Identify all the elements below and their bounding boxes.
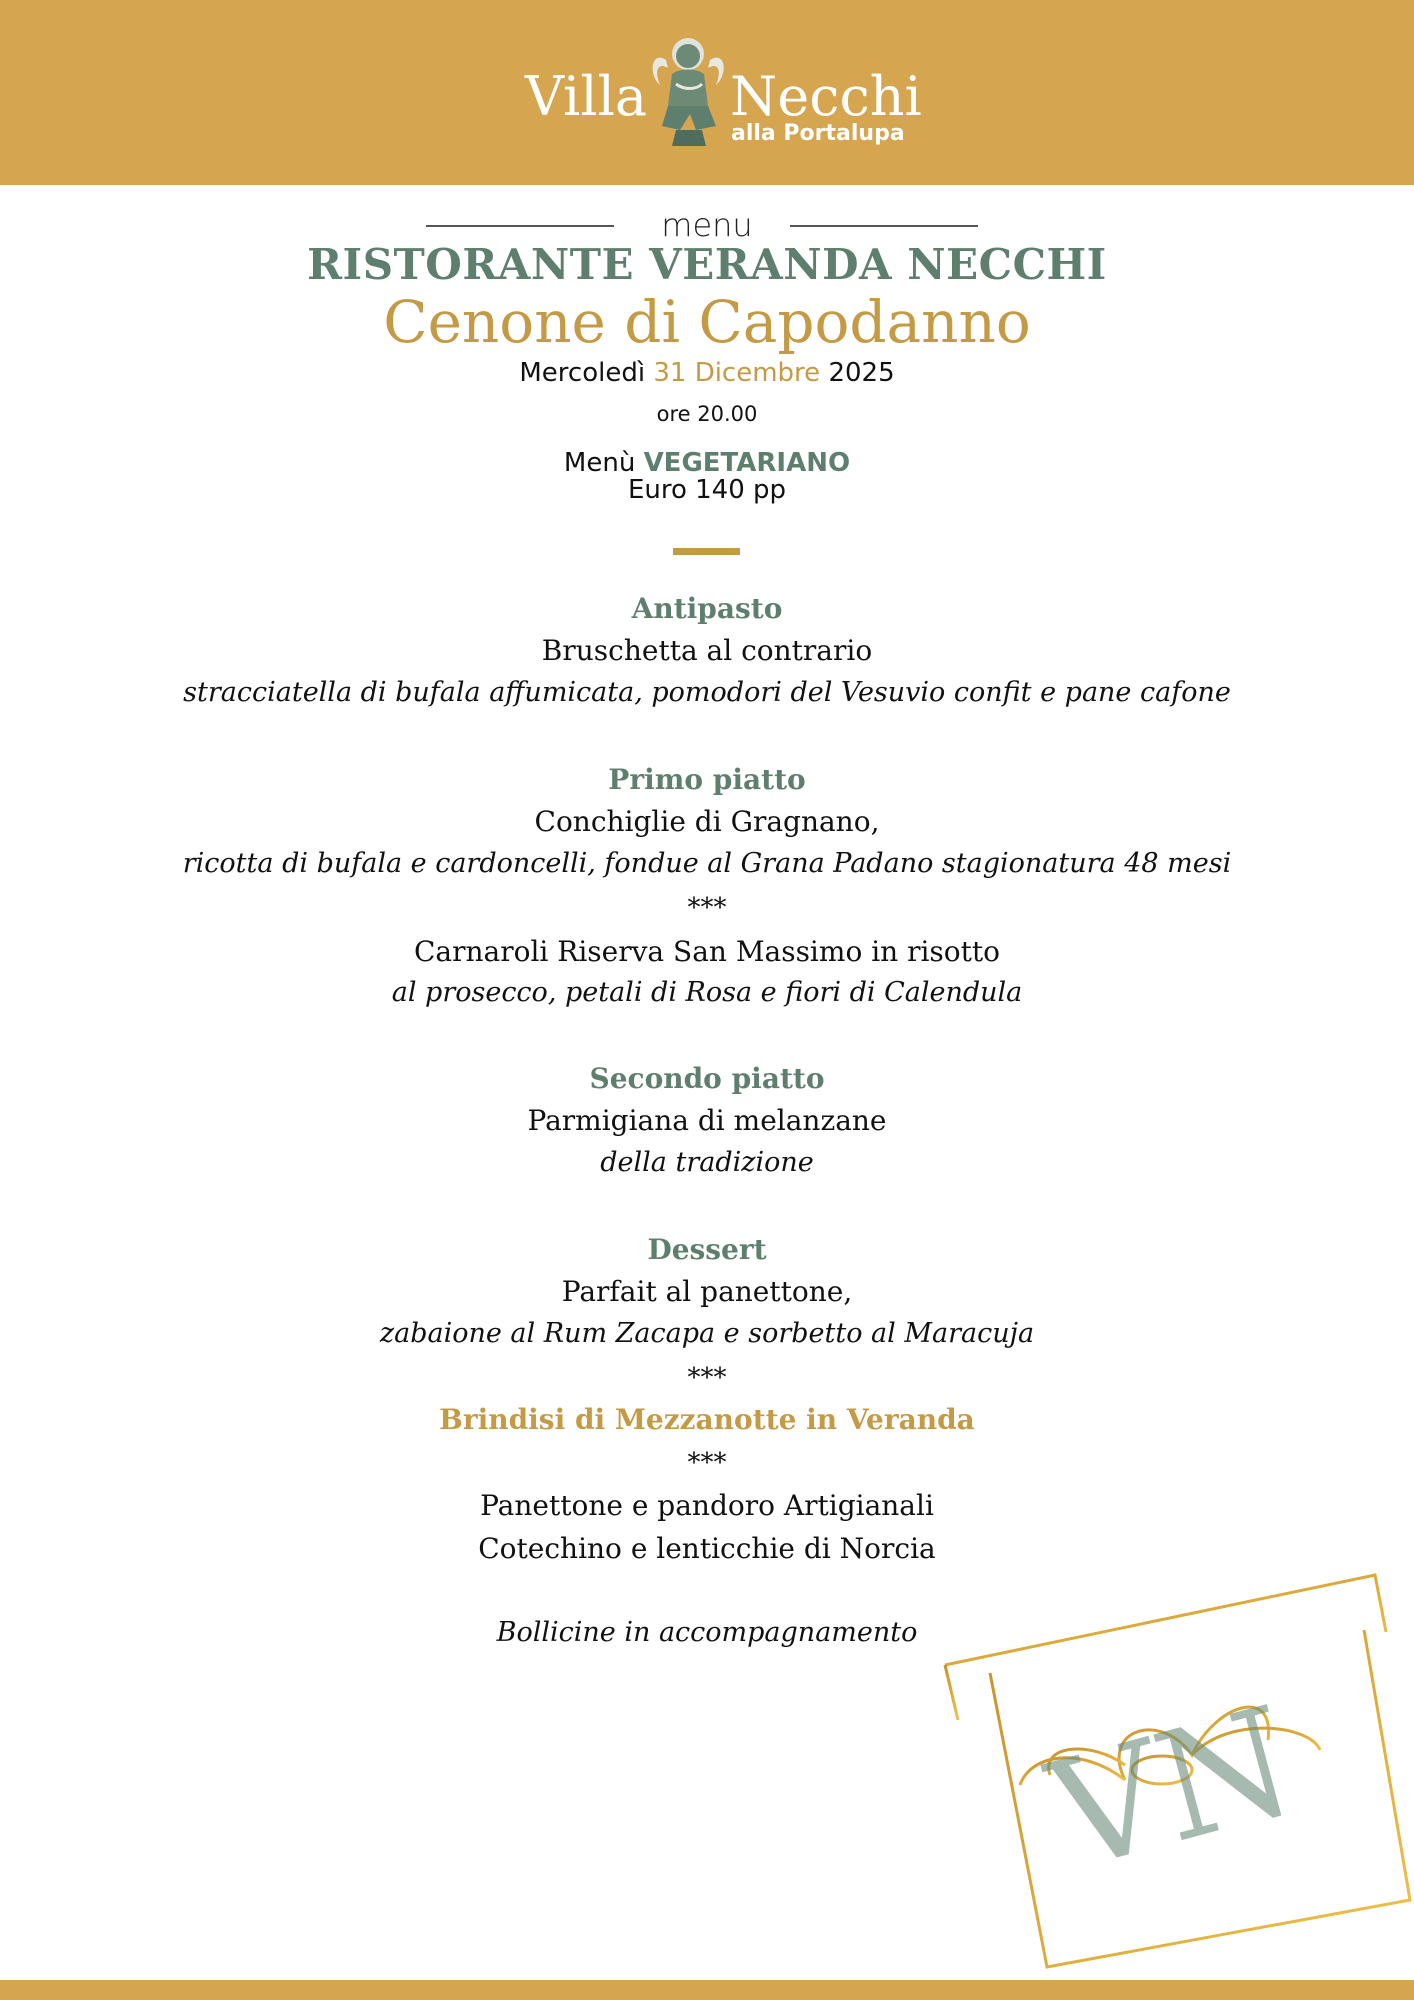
dessert-dish: Parfait al panettone, <box>561 1275 853 1308</box>
menu-label: Menù <box>563 448 636 478</box>
menu-type <box>0 448 1414 478</box>
cherub-statue-icon <box>646 30 730 148</box>
midnight-separator: *** <box>687 1448 727 1478</box>
event-time: ore 20.00 <box>656 402 758 426</box>
header-band <box>0 0 1414 185</box>
date-day-month: 31 Dicembre <box>653 358 821 388</box>
restaurant-name: RISTORANTE VERANDA NECCHI <box>307 240 1107 289</box>
primo-dish-1: Conchiglie di Gragnano, <box>534 805 880 838</box>
date-year: 2025 <box>828 358 895 388</box>
footer-band <box>0 1980 1414 2000</box>
event-date <box>0 358 1414 388</box>
dessert-separator: *** <box>687 1363 727 1393</box>
dessert-desc: zabaione al Rum Zacapa e sorbetto al Maracuja <box>379 1318 1035 1349</box>
midnight-drinks: Bollicine in accompagnamento <box>496 1617 918 1648</box>
midnight-item-2: Cotechino e lenticchie di Norcia <box>478 1532 936 1565</box>
logo <box>0 0 1414 185</box>
secondo-dish: Parmigiana di melanzane <box>527 1104 887 1137</box>
section-antipasto-title: Antipasto <box>631 592 783 625</box>
section-secondo-title: Secondo piatto <box>589 1062 825 1095</box>
gift-monogram: VN <box>1034 1674 1311 1905</box>
midnight-item-1: Panettone e pandoro Artigianali <box>480 1489 934 1522</box>
logo-necchi: Necchi <box>730 65 922 128</box>
menu-price: Euro 140 pp <box>627 475 787 505</box>
gift-box-icon <box>930 1515 1414 1985</box>
secondo-desc: della tradizione <box>600 1147 814 1178</box>
section-primo-title: Primo piatto <box>608 763 806 796</box>
section-dessert-title: Dessert <box>647 1233 767 1266</box>
primo-desc-1: ricotta di bufala e cardoncelli, fondue al Grana Padano stagionatura 48 mesi <box>182 848 1232 879</box>
antipasto-dish: Bruschetta al contrario <box>541 634 873 667</box>
menu-word: menu <box>661 206 753 244</box>
date-weekday: Mercoledì <box>519 358 646 388</box>
event-title: Cenone di Capodanno <box>383 288 1031 356</box>
midnight-title: Brindisi di Mezzanotte in Veranda <box>439 1403 975 1436</box>
primo-desc-2: al prosecco, petali di Rosa e fiori di Calendula <box>391 977 1023 1008</box>
gold-divider <box>673 548 740 555</box>
menu-type-value: VEGETARIANO <box>643 448 851 478</box>
primo-separator: *** <box>687 893 727 923</box>
primo-dish-2: Carnaroli Riserva San Massimo in risotto <box>413 935 1001 968</box>
antipasto-desc: stracciatella di bufala affumicata, pomodori del Vesuvio confit e pane cafone <box>183 677 1231 708</box>
logo-villa: Villa <box>525 65 648 128</box>
logo-subtitle: alla Portalupa <box>731 121 905 146</box>
